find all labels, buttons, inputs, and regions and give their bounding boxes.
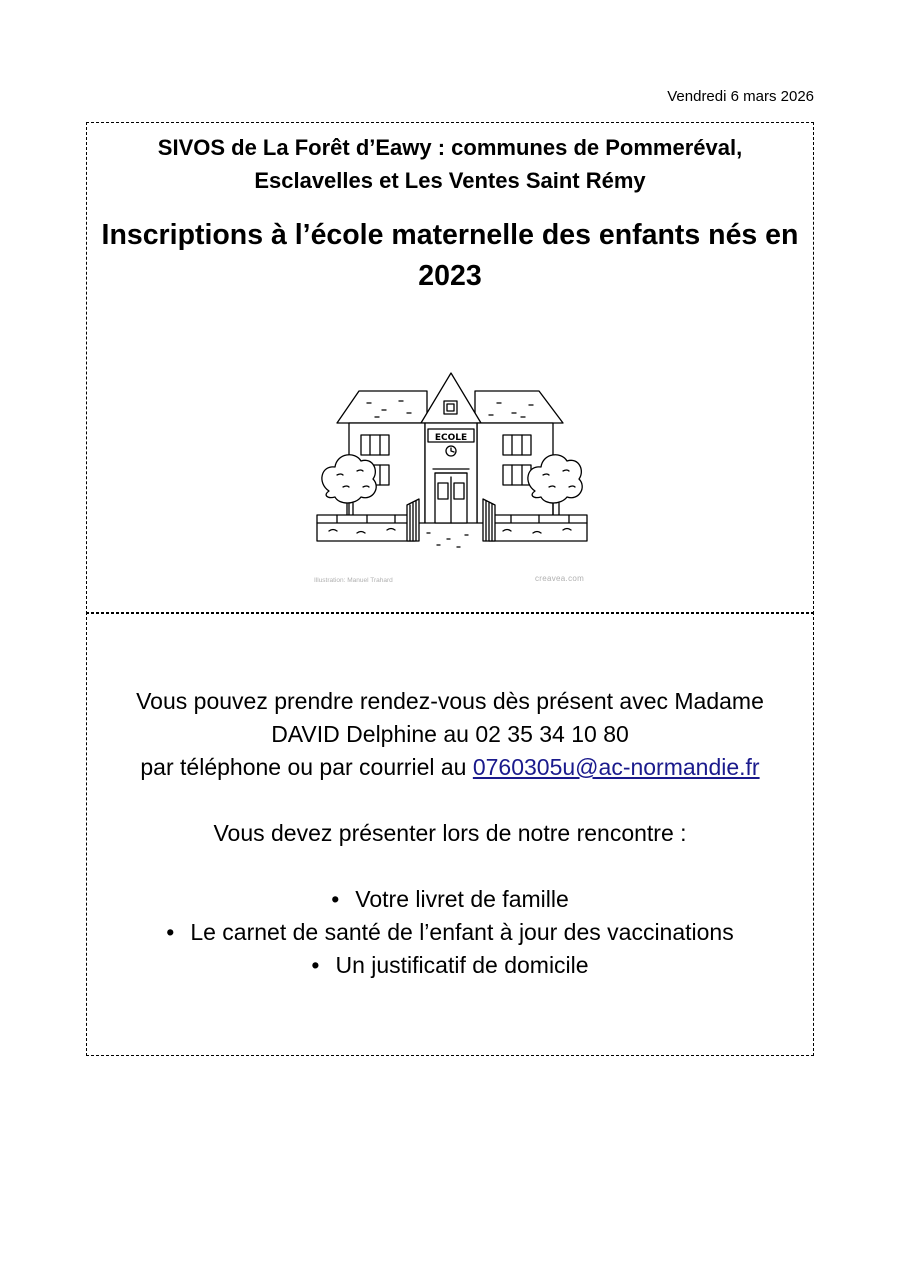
title-line-2: 2023 [418,260,482,292]
contact-prefix: par téléphone ou par courriel au [140,754,473,780]
documents-list [87,883,813,982]
info-box [86,612,814,1056]
school-sign-text: ECOLE [434,433,468,443]
appointment-line-2: DAVID Delphine au 02 35 34 10 80 [271,721,629,747]
list-item [87,949,813,982]
bullet-icon: • [311,952,320,978]
list-item [87,883,813,916]
documents-heading: Vous devez présenter lors de notre rencontre : [213,820,687,846]
appointment-line-3 [87,751,813,784]
header-box [86,122,814,614]
document-label: Le carnet de santé de l’enfant à jour des vaccinations [190,919,734,945]
document-label: Un justificatif de domicile [335,952,589,978]
page-title [87,215,813,297]
email-link[interactable]: 0760305u@ac-normandie.fr [472,754,760,780]
title-line-1: Inscriptions à l’école maternelle des enfants nés en [101,219,799,251]
org-line-1: SIVOS de La Forêt d’Eawy : communes de Pommeréval, [157,135,743,160]
document-date: Vendredi 6 mars 2026 [667,88,814,105]
school-illustration [307,363,597,593]
info-text [87,685,813,982]
org-line-2: Esclavelles et Les Ventes Saint Rémy [254,168,646,193]
list-item [87,916,813,949]
bullet-icon: • [331,886,340,912]
appointment-line-1: Vous pouvez prendre rendez-vous dès présent avec Madame [136,688,764,714]
document-label: Votre livret de famille [355,886,569,912]
illustration-credit: Illustration: Manuel Trahard [314,577,393,584]
watermark-text: creavea.com [535,574,585,583]
bullet-icon: • [166,919,175,945]
organization-title [87,131,813,197]
